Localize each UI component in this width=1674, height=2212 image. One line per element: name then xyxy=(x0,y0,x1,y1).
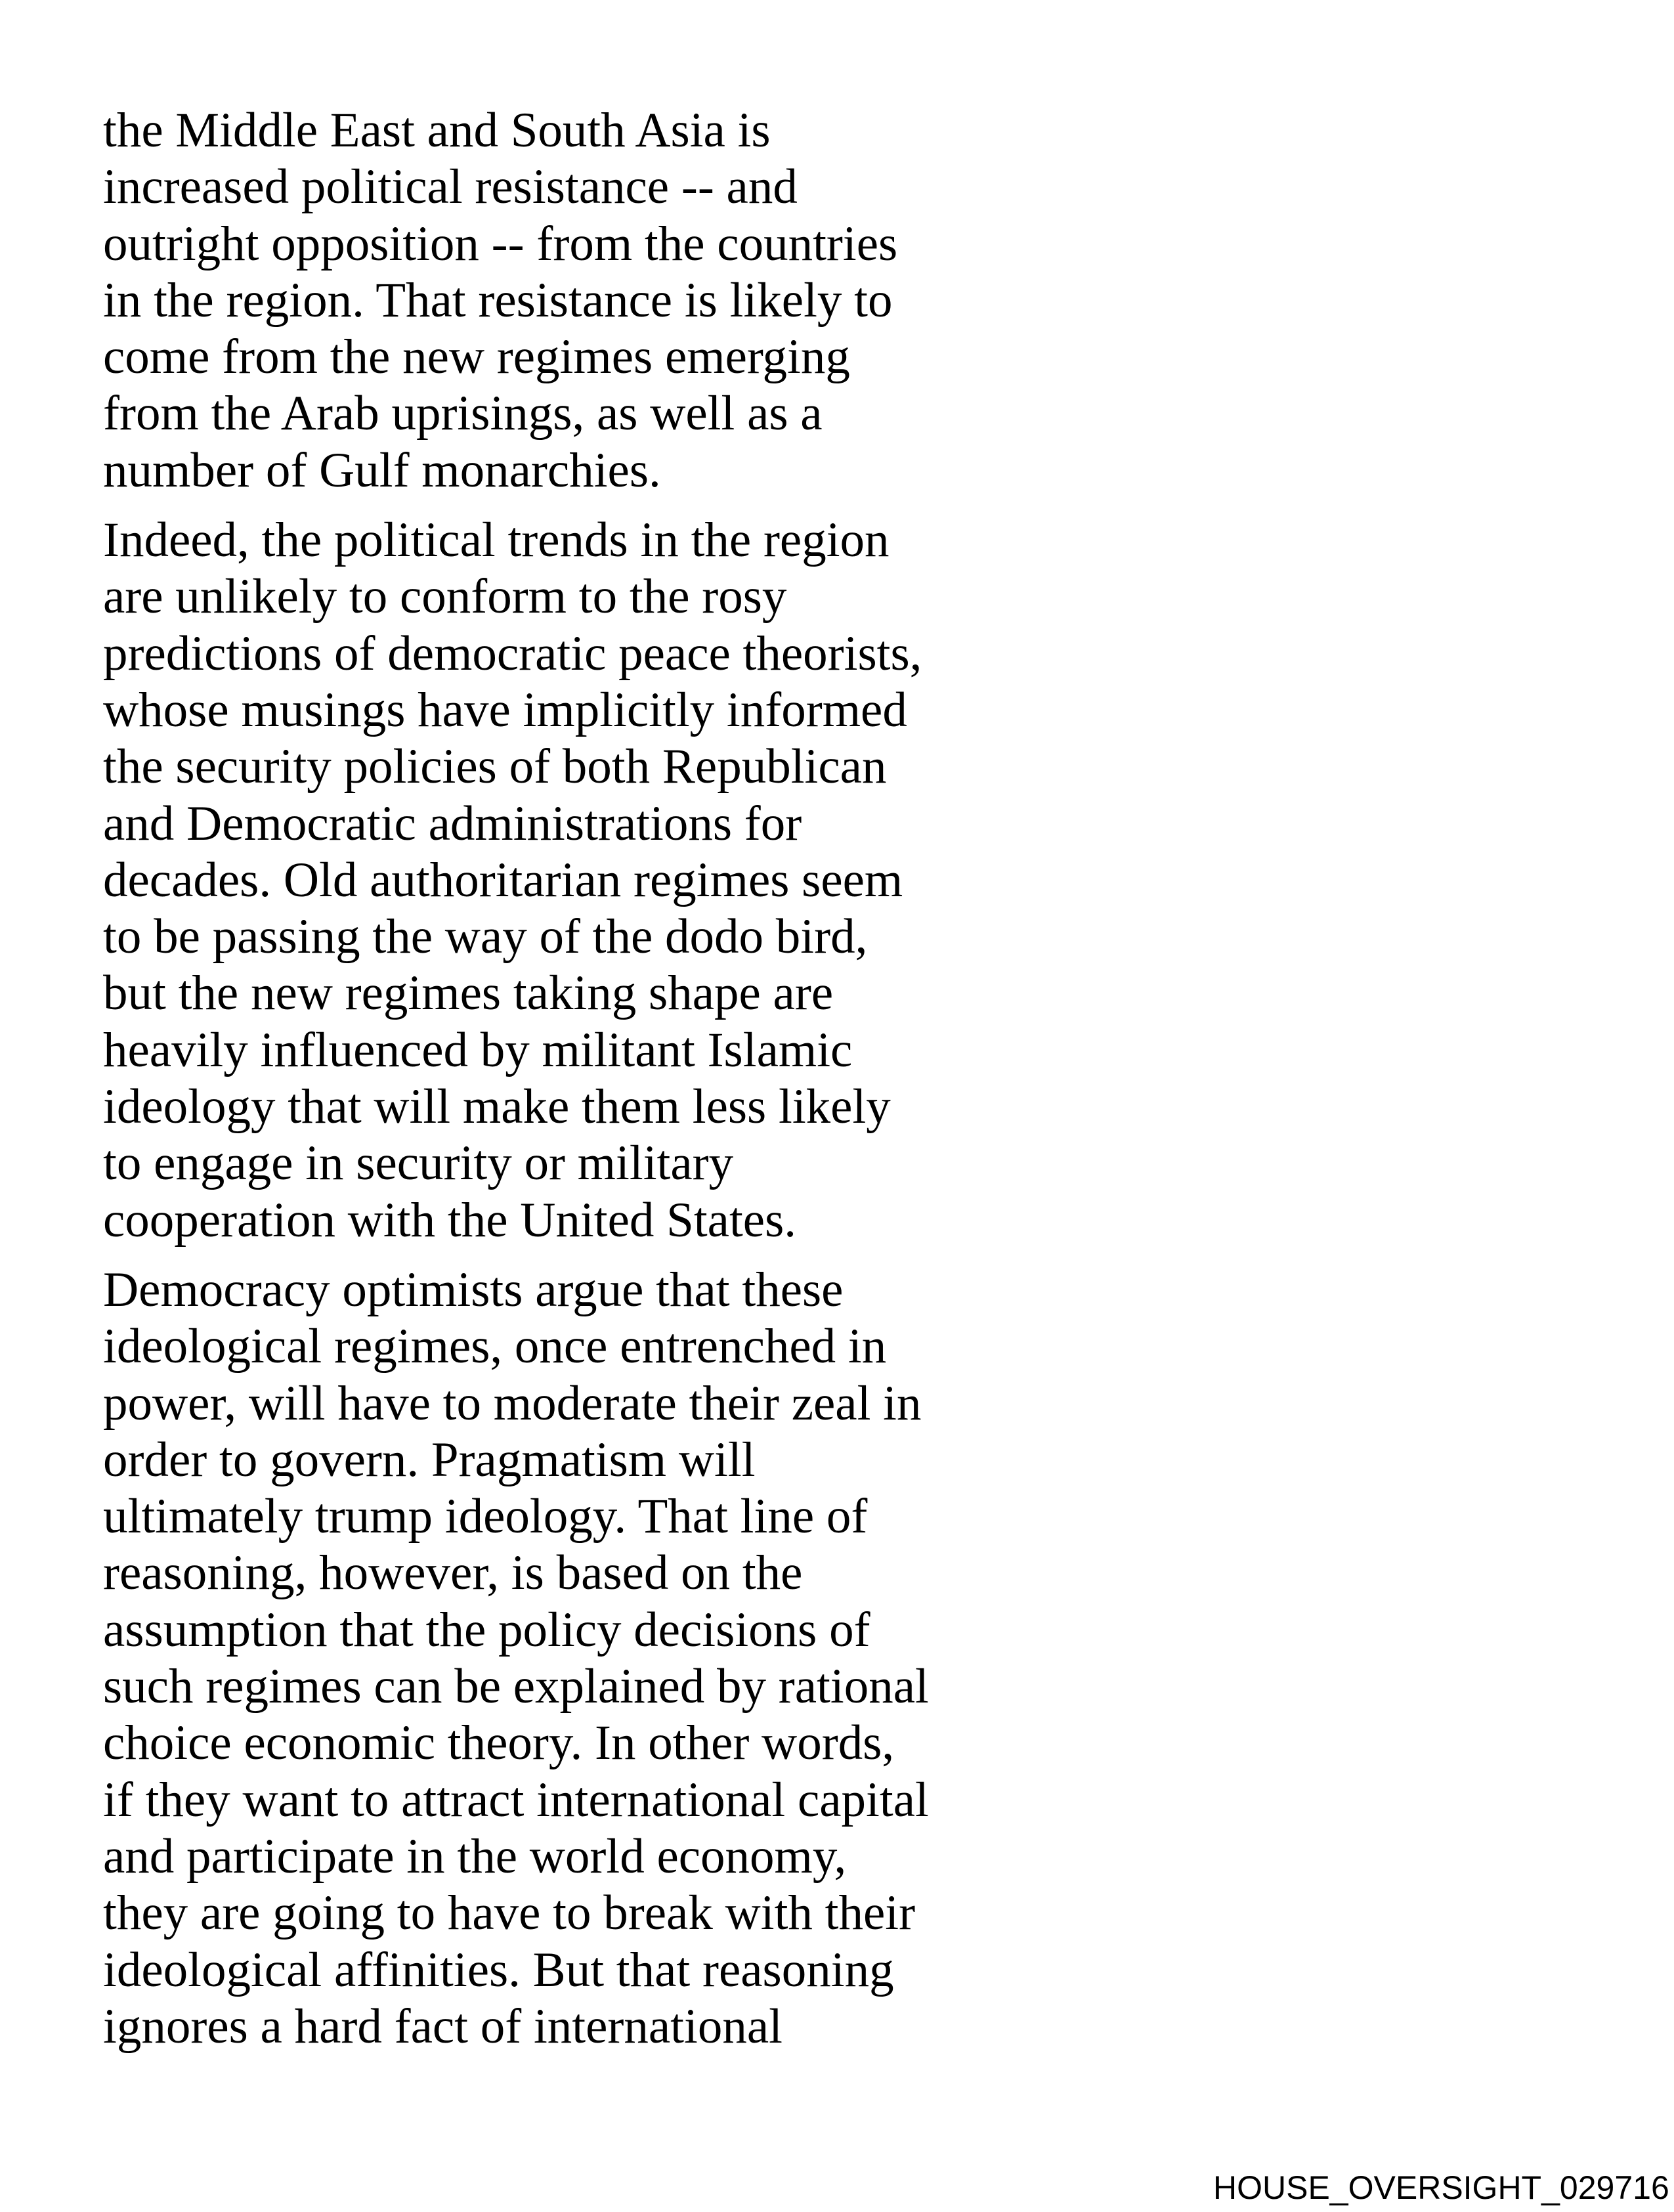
paragraph-2 xyxy=(103,512,1022,1249)
bates-number-stamp: HOUSE_OVERSIGHT_029716 xyxy=(1213,2169,1669,2206)
text-line: decades. Old authoritarian regimes seem xyxy=(103,852,903,907)
text-line: reasoning, however, is based on the xyxy=(103,1546,803,1601)
text-line: Democracy optimists argue that these xyxy=(103,1262,844,1317)
text-line: predictions of democratic peace theorists, xyxy=(103,626,922,681)
text-line: if they want to attract international capital xyxy=(103,1772,929,1827)
text-line: the security policies of both Republican xyxy=(103,739,887,794)
text-line: but the new regimes taking shape are xyxy=(103,966,834,1021)
text-line: in the region. That resistance is likely to xyxy=(103,272,893,328)
text-line: the Middle East and South Asia is xyxy=(103,103,771,158)
text-line: from the Arab uprisings, as well as a xyxy=(103,386,823,441)
text-line: choice economic theory. In other words, xyxy=(103,1716,895,1771)
text-line: ideology that will make them less likely xyxy=(103,1079,891,1135)
text-line: ideological regimes, once entrenched in xyxy=(103,1319,887,1374)
text-line: heavily influenced by militant Islamic xyxy=(103,1022,853,1077)
paragraph-1 xyxy=(103,102,1022,499)
text-line: increased political resistance -- and xyxy=(103,160,798,215)
text-line: and participate in the world economy, xyxy=(103,1829,847,1884)
text-line: to engage in security or military xyxy=(103,1136,734,1191)
text-line: whose musings have implicitly informed xyxy=(103,682,907,737)
text-line: Indeed, the political trends in the region xyxy=(103,513,890,568)
text-line: ultimately trump ideology. That line of xyxy=(103,1489,868,1544)
text-line: outright opposition -- from the countries xyxy=(103,216,898,271)
text-line: ideological affinities. But that reasoning xyxy=(103,1942,894,1997)
text-line: number of Gulf monarchies. xyxy=(103,443,661,498)
text-line: assumption that the policy decisions of xyxy=(103,1602,870,1657)
paragraph-3 xyxy=(103,1262,1022,2055)
text-line: and Democratic administrations for xyxy=(103,796,802,851)
text-line: power, will have to moderate their zeal in xyxy=(103,1376,922,1431)
text-line: order to govern. Pragmatism will xyxy=(103,1432,756,1487)
text-line: to be passing the way of the dodo bird, xyxy=(103,909,868,965)
text-line: come from the new regimes emerging xyxy=(103,330,850,385)
text-line: cooperation with the United States. xyxy=(103,1192,797,1247)
text-line: such regimes can be explained by rational xyxy=(103,1659,929,1714)
text-line: ignores a hard fact of international xyxy=(103,1999,783,2054)
body-text xyxy=(103,102,1022,2068)
text-line: they are going to have to break with their xyxy=(103,1886,916,1941)
text-line: are unlikely to conform to the rosy xyxy=(103,569,787,624)
